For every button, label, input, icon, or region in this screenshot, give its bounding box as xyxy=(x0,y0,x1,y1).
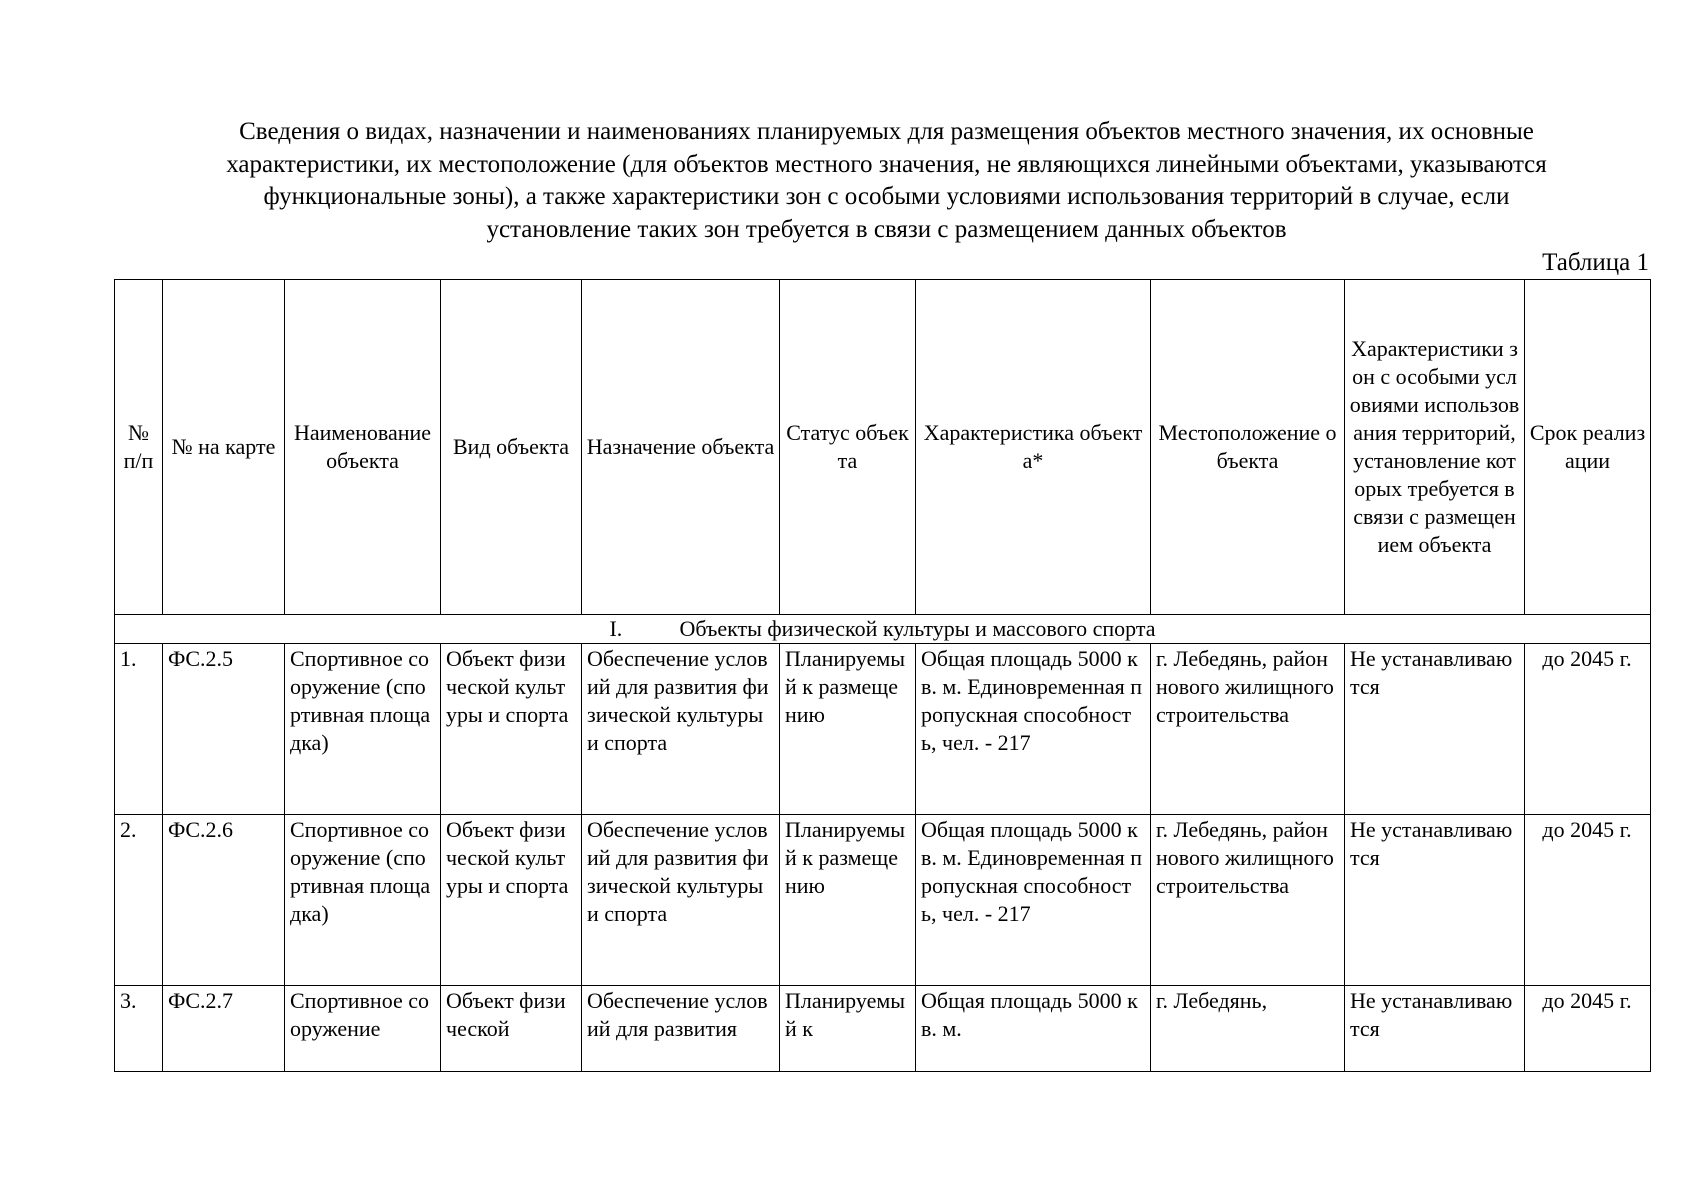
cell-zones: Не устанавливаются xyxy=(1345,986,1525,1072)
section-title-cell xyxy=(115,615,1651,644)
cell-kind: Объект физической xyxy=(441,986,582,1072)
table-header-row xyxy=(115,280,1651,615)
table-row xyxy=(115,815,1651,986)
cell-zones: Не устанавливаются xyxy=(1345,644,1525,815)
document-heading xyxy=(120,116,1653,246)
cell-name: Спортивное сооружение xyxy=(285,986,441,1072)
cell-location: г. Лебедянь, район нового жилищного строительства xyxy=(1151,644,1345,815)
cell-characteristic: Общая площадь 5000 кв. м. Единовременная пропускная способность, чел. - 217 xyxy=(916,644,1151,815)
col-header-status: Статус объекта xyxy=(780,280,916,615)
cell-number: 1. xyxy=(115,644,163,815)
cell-name: Спортивное сооружение (спортивная площадка) xyxy=(285,815,441,986)
table-row xyxy=(115,986,1651,1072)
cell-status: Планируемый к размещению xyxy=(780,644,916,815)
section-row xyxy=(115,615,1651,644)
cell-zones: Не устанавливаются xyxy=(1345,815,1525,986)
section-number: I. xyxy=(609,616,623,641)
col-header-characteristic: Характеристика объекта* xyxy=(916,280,1151,615)
table-label: Таблица 1 xyxy=(1542,249,1649,276)
cell-purpose: Обеспечение условий для развития физической культуры и спорта xyxy=(582,644,780,815)
cell-characteristic: Общая площадь 5000 кв. м. xyxy=(916,986,1151,1072)
cell-map-number: ФС.2.7 xyxy=(163,986,285,1072)
cell-term: до 2045 г. xyxy=(1525,986,1651,1072)
cell-map-number: ФС.2.6 xyxy=(163,815,285,986)
heading-line: установление таких зон требуется в связи с размещением данных объектов xyxy=(486,215,1287,243)
col-header-location: Местоположение объекта xyxy=(1151,280,1345,615)
col-header-term: Срок реализации xyxy=(1525,280,1651,615)
col-header-kind: Вид объекта xyxy=(441,280,582,615)
cell-map-number: ФС.2.5 xyxy=(163,644,285,815)
cell-kind: Объект физической культуры и спорта xyxy=(441,644,582,815)
cell-kind: Объект физической культуры и спорта xyxy=(441,815,582,986)
cell-location: г. Лебедянь, xyxy=(1151,986,1345,1072)
cell-term: до 2045 г. xyxy=(1525,644,1651,815)
heading-line: характеристики, их местоположение (для объектов местного значения, не являющихся линейными объектами, указываются xyxy=(226,150,1547,178)
heading-line: Сведения о видах, назначении и наименованиях планируемых для размещения объектов местного значения, их основные xyxy=(239,118,1534,145)
cell-purpose: Обеспечение условий для развития xyxy=(582,986,780,1072)
cell-status: Планируемый к xyxy=(780,986,916,1072)
objects-table xyxy=(114,279,1651,1072)
cell-purpose: Обеспечение условий для развития физической культуры и спорта xyxy=(582,815,780,986)
col-header-name: Наименование объекта xyxy=(285,280,441,615)
cell-status: Планируемый к размещению xyxy=(780,815,916,986)
cell-characteristic: Общая площадь 5000 кв. м. Единовременная пропускная способность, чел. - 217 xyxy=(916,815,1151,986)
cell-number: 3. xyxy=(115,986,163,1072)
cell-number: 2. xyxy=(115,815,163,986)
col-header-map-number: № на карте xyxy=(163,280,285,615)
heading-line: функциональные зоны), а также характеристики зон с особыми условиями использования территорий в случае, если xyxy=(263,183,1510,210)
col-header-purpose: Назначение объекта xyxy=(582,280,780,615)
cell-name: Спортивное сооружение (спортивная площадка) xyxy=(285,644,441,815)
section-title: Объекты физической культуры и массового спорта xyxy=(679,616,1156,641)
col-header-number: № п/п xyxy=(115,280,163,615)
col-header-zones: Характеристики зон с особыми условиями использования территорий, установление которых требуется в связи с размещением объекта xyxy=(1345,280,1525,615)
cell-term: до 2045 г. xyxy=(1525,815,1651,986)
table-row xyxy=(115,644,1651,815)
cell-location: г. Лебедянь, район нового жилищного строительства xyxy=(1151,815,1345,986)
